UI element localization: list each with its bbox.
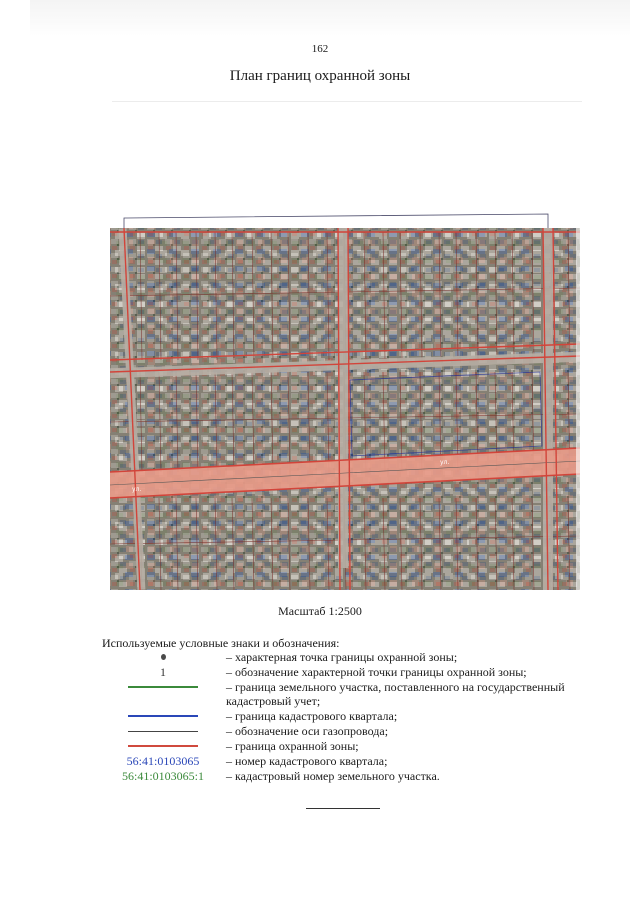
road-label-left: ул. xyxy=(132,486,142,493)
legend-symbol xyxy=(100,650,226,664)
protection-zone-map xyxy=(110,210,580,590)
legend-symbol xyxy=(100,724,226,738)
legend-row xyxy=(100,769,600,784)
legend-description: – граница кадастрового квартала; xyxy=(226,709,398,723)
map-svg xyxy=(110,210,580,590)
legend-symbol-text: 56:41:0103065 xyxy=(126,754,200,768)
legend-symbol xyxy=(100,709,226,723)
legend-description: – характерная точка границы охранной зоны; xyxy=(226,650,458,664)
legend-row xyxy=(100,680,600,709)
legend-description: – обозначение оси газопровода; xyxy=(226,724,389,738)
legend-row xyxy=(100,739,600,754)
legend xyxy=(100,650,600,784)
legend-row xyxy=(100,650,600,665)
boundary-point-icon xyxy=(161,654,166,660)
legend-row xyxy=(100,665,600,680)
legend-description: – кадастровый номер земельного участка. xyxy=(226,769,440,783)
map-scale: Масштаб 1:2500 xyxy=(278,604,362,618)
page-title: План границ охранной зоны xyxy=(229,68,411,84)
legend-description: – граница охранной зоны; xyxy=(226,739,359,753)
title-rule xyxy=(112,101,582,102)
legend-line-icon xyxy=(128,686,198,688)
legend-description: – граница земельного участка, поставленного на государственный кадастровый учет; xyxy=(226,680,565,708)
legend-heading: Используемые условные знаки и обозначения: xyxy=(102,636,340,650)
legend-symbol xyxy=(100,680,226,694)
legend-line-icon xyxy=(128,731,198,732)
map-right-edge xyxy=(576,228,580,590)
legend-description: – номер кадастрового квартала; xyxy=(226,754,388,768)
legend-row xyxy=(100,754,600,769)
legend-description: – обозначение характерной точки границы охранной зоны; xyxy=(226,665,527,679)
map-frame-line xyxy=(124,214,548,230)
legend-symbol xyxy=(100,739,226,753)
legend-symbol xyxy=(100,769,226,783)
end-rule xyxy=(306,808,380,809)
scan-top-band xyxy=(30,0,630,36)
legend-symbol-text: 56:41:0103065:1 xyxy=(121,769,204,783)
legend-symbol-text: 1 xyxy=(160,665,166,679)
legend-line-icon xyxy=(128,745,198,747)
road-label-right: ул. xyxy=(440,459,450,466)
legend-symbol xyxy=(100,754,226,768)
legend-line-icon xyxy=(128,715,198,717)
page-number: 162 xyxy=(311,43,329,55)
legend-row xyxy=(100,724,600,739)
legend-symbol xyxy=(100,665,226,679)
legend-row xyxy=(100,709,600,724)
